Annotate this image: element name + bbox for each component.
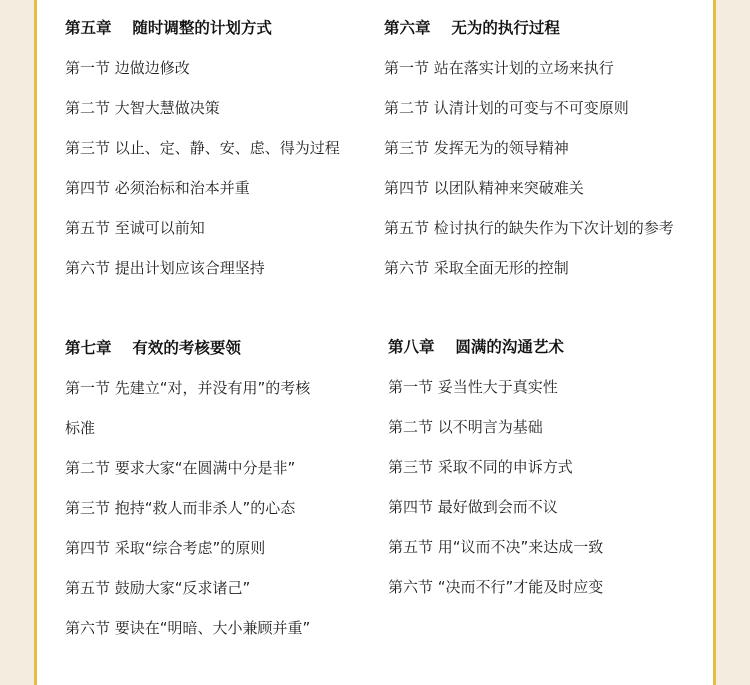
section-item: 第六节 “决而不行”才能及时应变 <box>388 578 604 596</box>
section-item: 第六节 采取全面无形的控制 <box>384 259 569 277</box>
section-item: 第三节 抱持“救人而非杀人”的心态 <box>65 499 296 517</box>
section-item: 第四节 采取“综合考虑”的原则 <box>65 539 266 557</box>
section-item: 第六节 提出计划应该合理坚持 <box>65 259 265 277</box>
section-item: 第三节 发挥无为的领导精神 <box>384 139 569 157</box>
section-item: 第五节 鼓励大家“反求诸己” <box>65 579 251 597</box>
section-item: 第六节 要诀在“明暗、大小兼顾并重” <box>65 619 311 637</box>
chapter-6 <box>384 8 674 288</box>
chapter-title: 第七章 有效的考核要领 <box>65 339 241 357</box>
section-item: 第四节 必须治标和治本并重 <box>65 179 250 197</box>
section-item: 第一节 站在落实计划的立场来执行 <box>384 59 614 77</box>
section-item: 第一节 先建立“对，并没有用”的考核 <box>65 379 311 397</box>
section-item: 第三节 采取不同的申诉方式 <box>388 458 573 476</box>
section-item: 第一节 妥当性大于真实性 <box>388 378 558 396</box>
section-item: 第三节 以止、定、静、安、虑、得为过程 <box>65 139 340 157</box>
section-item: 第二节 认清计划的可变与不可变原则 <box>384 99 629 117</box>
section-item: 第二节 要求大家“在圆满中分是非” <box>65 459 296 477</box>
section-item: 第二节 以不明言为基础 <box>388 418 543 436</box>
section-item: 第五节 检讨执行的缺失作为下次计划的参考 <box>384 219 674 237</box>
section-item: 第五节 至诚可以前知 <box>65 219 205 237</box>
section-item-continued: 标准 <box>65 419 96 437</box>
section-item: 第五节 用“议而不决”来达成一致 <box>388 538 604 556</box>
chapter-title: 第六章 无为的执行过程 <box>384 19 560 37</box>
chapter-title: 第八章 圆满的沟通艺术 <box>388 338 564 356</box>
chapter-8 <box>388 327 603 607</box>
section-item: 第四节 最好做到会而不议 <box>388 498 558 516</box>
chapter-7 <box>65 328 310 648</box>
chapter-title: 第五章 随时调整的计划方式 <box>65 19 272 37</box>
section-item: 第一节 边做边修改 <box>65 59 190 77</box>
section-item: 第二节 大智大慧做决策 <box>65 99 220 117</box>
chapter-5 <box>65 8 340 288</box>
section-item: 第四节 以团队精神来突破难关 <box>384 179 584 197</box>
